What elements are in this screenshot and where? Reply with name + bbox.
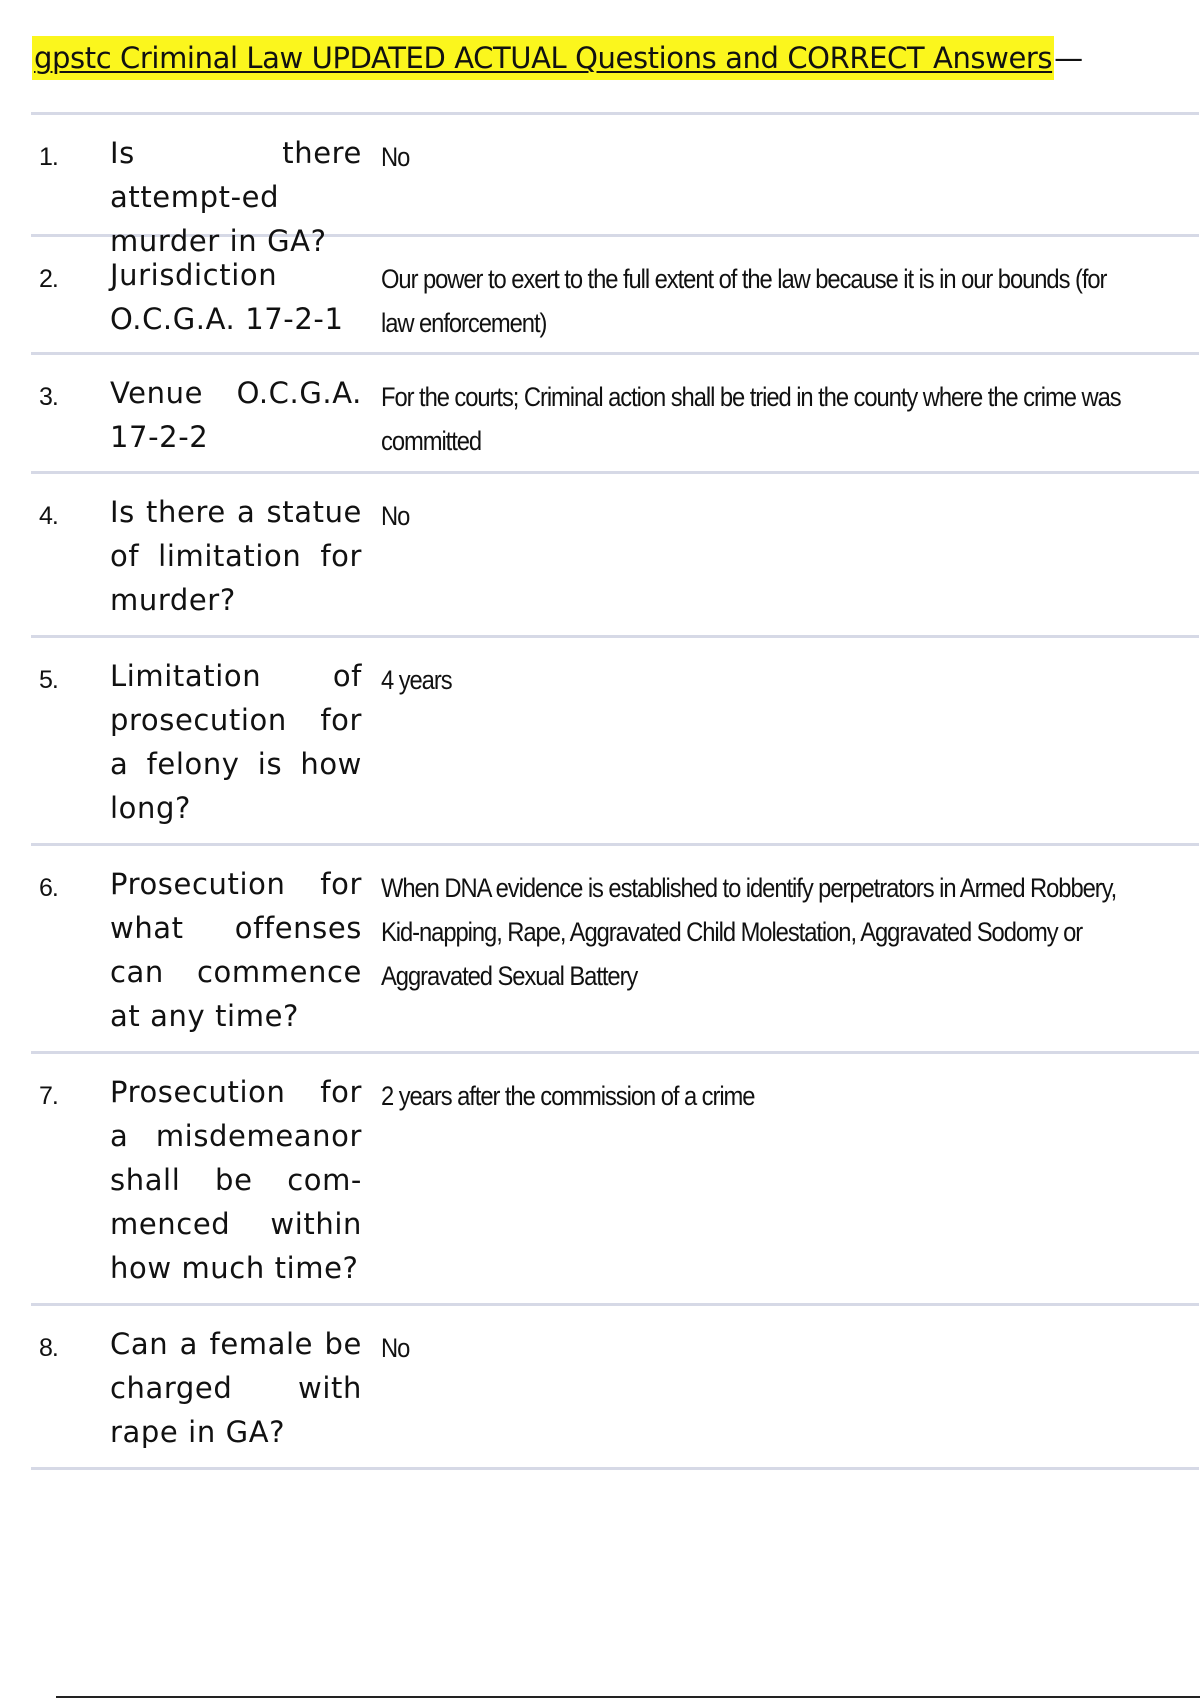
qa-row	[31, 355, 1199, 474]
qa-row	[31, 846, 1199, 1054]
answer-text: No	[381, 501, 410, 531]
question-text: Is there attempt-ed murder in GA?	[110, 136, 362, 258]
question-text: Limitation of prosecution for a felony is how long?	[110, 659, 362, 825]
qa-row	[31, 1054, 1199, 1306]
qa-row	[31, 474, 1199, 638]
qa-table	[31, 112, 1199, 1470]
question-text: Prosecution for what offenses can commence at any time?	[110, 867, 362, 1033]
question-number: 2.	[39, 265, 58, 293]
qa-row	[31, 115, 1199, 258]
question-text: Is there a statue of limitation for murder?	[110, 495, 362, 617]
qa-row	[31, 1306, 1199, 1470]
question-text: Venue O.C.G.A. 17-2-2	[110, 376, 362, 454]
document-title: gpstc Criminal Law UPDATED ACTUAL Questions and CORRECT Answers	[32, 36, 1054, 80]
question-number: 6.	[39, 874, 58, 902]
answer-text: For the courts; Criminal action shall be tried in the county where the crime was committed	[381, 382, 1121, 456]
answer-text: Our power to exert to the full extent of the law because it is in our bounds (for law enforcement)	[381, 264, 1107, 338]
qa-row	[31, 237, 1199, 355]
question-text: Jurisdiction O.C.G.A. 17-2-1	[110, 258, 344, 336]
question-number: 8.	[39, 1334, 58, 1362]
answer-text: No	[381, 142, 410, 172]
answer-text: 4 years	[381, 665, 452, 695]
question-number: 7.	[39, 1082, 58, 1110]
document-header	[32, 36, 1083, 80]
footer-rule	[56, 1696, 1200, 1698]
question-text: Can a female be charged with rape in GA?	[110, 1327, 362, 1449]
question-text: Prosecution for a misdemeanor shall be com-menced within how much time?	[110, 1075, 362, 1285]
question-number: 1.	[39, 143, 58, 171]
answer-text: No	[381, 1333, 410, 1363]
answer-text: 2 years after the commission of a crime	[381, 1081, 755, 1111]
answer-text: When DNA evidence is established to identify perpetrators in Armed Robbery, Kid-napping, Rape, Aggravated Child Molestation, Aggravated Sodomy or Aggravated Sexual Battery	[381, 873, 1117, 991]
question-number: 5.	[39, 666, 58, 694]
question-number: 3.	[39, 383, 58, 411]
question-number: 4.	[39, 502, 58, 530]
title-dash: —	[1054, 41, 1084, 75]
qa-row	[31, 638, 1199, 846]
